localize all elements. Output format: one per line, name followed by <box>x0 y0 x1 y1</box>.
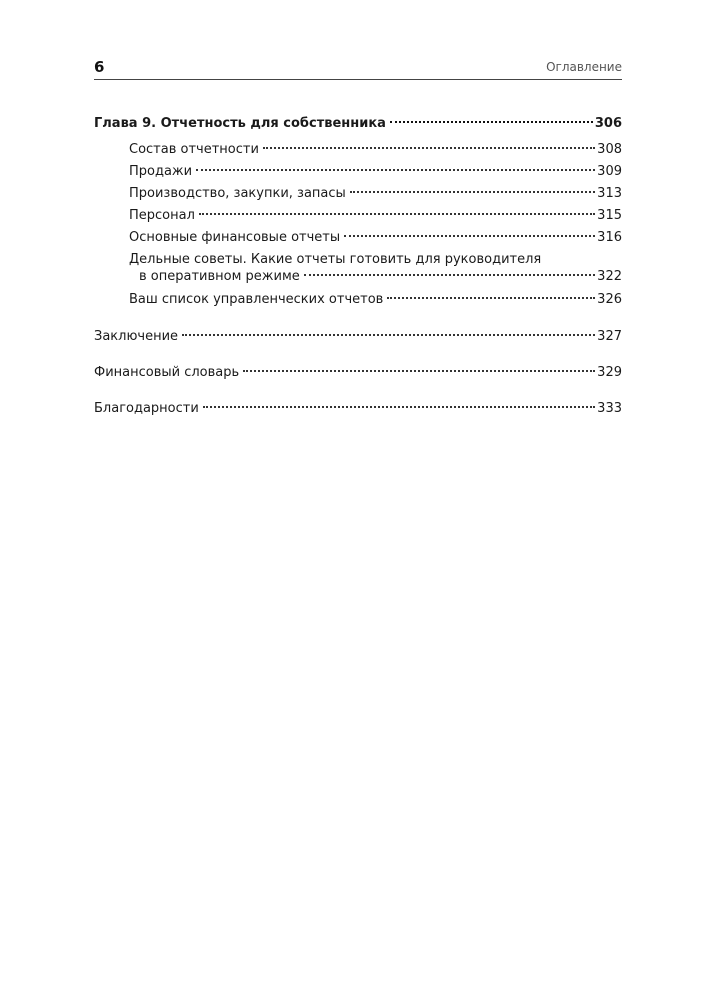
toc-entry-title: Основные финансовые отчеты <box>129 230 341 245</box>
toc-section-entry[interactable] <box>129 185 622 202</box>
toc-chapter-entry[interactable] <box>94 115 622 132</box>
toc-entry-page: 309 <box>597 164 622 179</box>
running-title: Оглавление <box>546 60 622 74</box>
toc-entry-title: Финансовый словарь <box>94 365 240 380</box>
dot-leader <box>203 406 595 408</box>
toc-entry-title: Заключение <box>94 329 179 344</box>
dot-leader <box>304 274 595 276</box>
toc-entry-title: Продажи <box>129 164 193 179</box>
toc-entry-page: 313 <box>597 186 622 201</box>
toc-section-entry[interactable] <box>129 207 622 224</box>
toc-entry-page: 329 <box>597 365 622 380</box>
dot-leader <box>390 121 593 123</box>
toc-entry-title: Персонал <box>129 208 195 223</box>
toc-entry-page: 315 <box>597 208 622 223</box>
toc-entry-page: 306 <box>594 116 622 131</box>
toc-section-entry[interactable] <box>129 229 622 246</box>
toc-entry-title: Благодарности <box>94 401 199 416</box>
toc-entry-page: 326 <box>597 292 622 307</box>
toc-entry-page: 333 <box>597 401 622 416</box>
toc-section-entry[interactable] <box>129 291 622 308</box>
toc-entry-title-line2: в оперативном режиме <box>139 269 300 284</box>
toc-entry-page: 308 <box>597 142 622 157</box>
dot-leader <box>196 169 595 171</box>
dot-leader <box>243 370 595 372</box>
toc-section-entry[interactable] <box>129 163 622 180</box>
running-header <box>94 58 622 78</box>
toc-entry-page: 316 <box>597 230 622 245</box>
toc-entry-page: 322 <box>597 269 622 284</box>
toc-entry-title: Состав отчетности <box>129 142 259 157</box>
toc-entry-title-line1: Дельные советы. Какие отчеты готовить для руководителя <box>129 252 542 267</box>
toc-entry-page: 327 <box>597 329 622 344</box>
dot-leader <box>344 235 595 237</box>
dot-leader <box>199 213 595 215</box>
page-number: 6 <box>94 58 105 76</box>
toc-entry-title: Глава 9. Отчетность для собственника <box>94 116 386 131</box>
dot-leader <box>263 147 595 149</box>
toc-entry-title: Производство, закупки, запасы <box>129 186 346 201</box>
toc-section-entry[interactable] <box>129 141 622 158</box>
toc-backmatter-entry[interactable] <box>94 364 622 381</box>
toc-section-entry-multiline[interactable] <box>129 251 622 285</box>
dot-leader <box>182 334 595 336</box>
header-divider <box>94 79 622 80</box>
toc-entry-title: Ваш список управленческих отчетов <box>129 292 384 307</box>
dot-leader <box>387 297 595 299</box>
dot-leader <box>350 191 595 193</box>
toc-backmatter-entry[interactable] <box>94 400 622 417</box>
toc-backmatter-entry[interactable] <box>94 328 622 345</box>
